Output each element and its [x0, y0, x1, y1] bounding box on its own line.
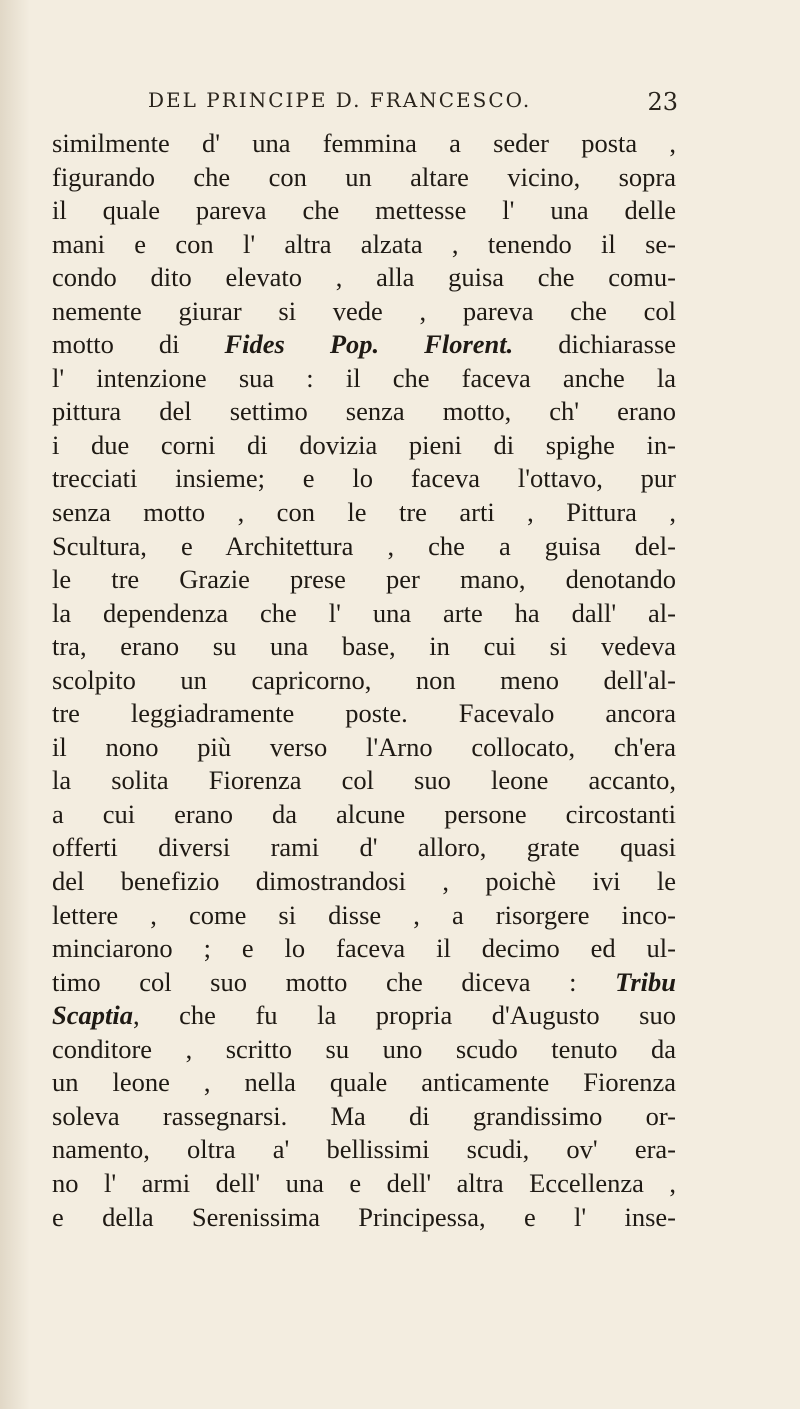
text-line — [52, 194, 676, 228]
text-segment: tra, erano su una base, in cui si vedeva — [52, 631, 676, 662]
italic-segment: Scaptia — [52, 1000, 133, 1031]
text-segment: soleva rassegnarsi. Ma di grandissimo or- — [52, 1100, 676, 1131]
text-line — [52, 831, 676, 865]
text-line — [52, 999, 676, 1033]
text-line — [52, 496, 676, 530]
italic-segment: Tribu — [615, 966, 676, 997]
text-segment: similmente d' una femmina a seder posta , — [52, 128, 676, 158]
text-segment: figurando che con un altare vicino, sopra — [52, 161, 676, 192]
text-line — [52, 127, 676, 161]
text-line — [52, 1201, 676, 1235]
text-segment: Scultura, e Architettura , che a guisa del- — [52, 530, 676, 561]
text-segment: la dependenza che l' una arte ha dall' al- — [52, 597, 676, 628]
text-segment: timo col suo motto che diceva : — [52, 966, 616, 997]
text-segment: l' intenzione sua : il che faceva anche la — [52, 362, 676, 393]
text-segment: la solita Fiorenza col suo leone accanto, — [52, 765, 676, 796]
text-segment: del benefizio dimostrandosi , poichè ivi le — [52, 866, 676, 897]
text-segment: nemente giurar si vede , pareva che col — [52, 295, 676, 326]
text-line — [52, 731, 676, 765]
text-segment: motto di — [52, 329, 225, 360]
text-line — [52, 1066, 676, 1100]
text-segment: offerti diversi rami d' alloro, grate quasi — [52, 832, 676, 863]
text-line — [52, 966, 676, 1000]
text-line — [52, 563, 676, 597]
text-segment: mani e con l' altra alzata , tenendo il se- — [52, 228, 676, 259]
text-segment: e della Serenissima Principessa, e l' inse- — [52, 1201, 676, 1232]
text-line — [52, 429, 676, 463]
text-segment: conditore , scritto su uno scudo tenuto da — [52, 1033, 676, 1064]
text-line — [52, 530, 676, 564]
text-segment: , che fu la propria d'Augusto suo — [132, 1000, 676, 1031]
text-line — [52, 664, 676, 698]
text-line — [52, 899, 676, 933]
text-line — [52, 697, 676, 731]
text-segment: pittura del settimo senza motto, ch' erano — [52, 396, 676, 427]
text-line — [52, 1167, 676, 1201]
text-line — [52, 362, 676, 396]
text-segment: le tre Grazie prese per mano, denotando — [52, 564, 676, 595]
text-segment: il nono più verso l'Arno collocato, ch'era — [52, 731, 676, 762]
text-segment: minciarono ; e lo faceva il decimo ed ul- — [52, 933, 676, 964]
text-line — [52, 1033, 676, 1067]
text-line — [52, 798, 676, 832]
text-line — [52, 1100, 676, 1134]
text-line — [52, 295, 676, 329]
text-line — [52, 228, 676, 262]
text-segment: un leone , nella quale anticamente Fiorenza — [52, 1067, 676, 1098]
text-segment: condo dito elevato , alla guisa che comu- — [52, 262, 676, 293]
italic-segment: Fides Pop. Florent. — [224, 329, 514, 360]
running-title: DEL PRINCIPE D. FRANCESCO. — [148, 88, 532, 112]
text-segment: trecciati insieme; e lo faceva l'ottavo, pur — [52, 463, 676, 494]
text-segment: a cui erano da alcune persone circostanti — [52, 798, 676, 829]
text-segment: dichiarasse — [513, 329, 677, 360]
text-line — [52, 395, 676, 429]
text-line — [52, 462, 676, 496]
text-segment: senza motto , con le tre arti , Pittura , — [52, 497, 676, 528]
text-line — [52, 630, 676, 664]
text-segment: tre leggiadramente poste. Facevalo ancora — [52, 698, 676, 729]
text-segment: lettere , come si disse , a risorgere inco- — [52, 899, 676, 930]
text-line — [52, 865, 676, 899]
page-number: 23 — [647, 88, 678, 116]
text-line — [52, 1133, 676, 1167]
text-segment: no l' armi dell' una e dell' altra Eccellenza , — [52, 1167, 676, 1198]
text-line — [52, 161, 676, 195]
text-segment: il quale pareva che mettesse l' una delle — [52, 195, 676, 226]
text-line — [52, 328, 676, 362]
text-line — [52, 261, 676, 295]
text-line — [52, 764, 676, 798]
body-text — [52, 127, 676, 1234]
text-segment: scolpito un capricorno, non meno dell'al- — [52, 664, 676, 695]
text-line — [52, 597, 676, 631]
text-segment: namento, oltra a' bellissimi scudi, ov' era- — [52, 1134, 676, 1165]
running-header — [148, 88, 678, 122]
text-line — [52, 932, 676, 966]
text-segment: i due corni di dovizia pieni di spighe in- — [52, 429, 676, 460]
